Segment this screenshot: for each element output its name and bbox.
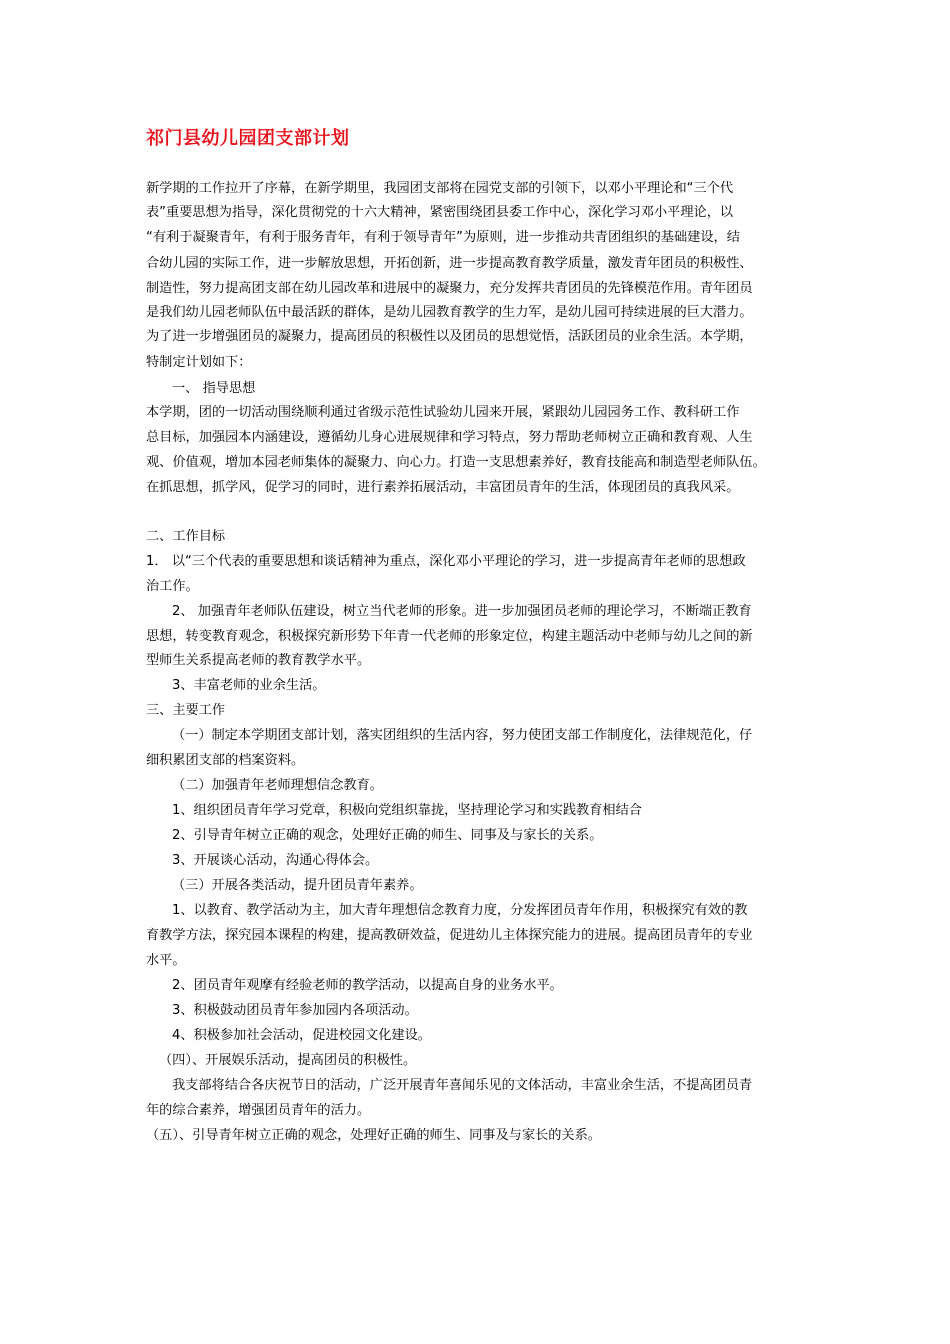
intro-line: 合幼儿园的实际工作，进一步解放思想，开拓创新，进一步提高教育教学质量，激发青年团员的积极性、: [146, 256, 753, 271]
intro-line: 特制定计划如下：: [146, 355, 252, 370]
section-heading-work-goals: 二、工作目标: [146, 529, 226, 544]
work-part-3-heading: （三）开展各类活动，提升团员青年素养。: [172, 878, 423, 893]
work-part-2-item: 1、组织团员青年学习党章，积极向党组织靠拢，坚持理论学习和实践教育相结合: [172, 803, 642, 818]
goal-item-2-line: 2、 加强青年老师队伍建设，树立当代老师的形象。进一步加强团员老师的理论学习，不断端正教育: [172, 604, 752, 619]
section1-line: 观、价值观，增加本园老师集体的凝聚力、向心力。打造一支思想素养好，教育技能高和制造型老师队伍。: [146, 455, 766, 470]
section-heading-guiding-thought: 一、 指导思想: [172, 381, 256, 396]
intro-line: 制造性，努力提高团支部在幼儿园改革和进展中的凝聚力，充分发挥共青团员的先锋模范作用。青年团员: [146, 281, 753, 296]
intro-line: 表”重要思想为指导，深化贯彻党的十六大精神，紧密围绕团县委工作中心，深化学习邓小平理论，以: [146, 205, 734, 220]
page-title: 祁门县幼儿园团支部计划: [146, 128, 350, 149]
goal-item-2-line: 型师生关系提高老师的教育教学水平。: [146, 653, 371, 668]
work-part-1-line: 细积累团支部的档案资料。: [146, 753, 305, 768]
intro-line: 为了进一步增强团员的凝聚力，提高团员的积极性以及团员的思想觉悟，活跃团员的业余生活。本学期，: [146, 329, 753, 344]
goal-item-1-line: 1． 以“三个代表的重要思想和谈话精神为重点，深化邓小平理论的学习，进一步提高青年老师的思想政: [146, 554, 746, 569]
section1-line: 总目标，加强园本内涵建设，遵循幼儿身心进展规律和学习特点，努力帮助老师树立正确和教育观、人生: [146, 430, 753, 445]
work-part-3-item-1-line: 水平。: [146, 953, 186, 968]
work-part-2-item: 3、开展谈心活动，沟通心得体会。: [172, 853, 379, 868]
work-part-3-item: 3、积极鼓动团员青年参加园内各项活动。: [172, 1003, 418, 1018]
goal-item-2-line: 思想，转变教育观念，积极探究新形势下年青一代老师的形象定位，构建主题活动中老师与幼儿之间的新: [146, 629, 753, 644]
intro-line: “有利于凝聚青年，有利于服务青年，有利于领导青年”为原则，进一步推动共青团组织的基础建设，结: [146, 230, 740, 245]
intro-line: 是我们幼儿园老师队伍中最活跃的群体，是幼儿园教育教学的生力军，是幼儿园可持续进展的巨大潜力。: [146, 305, 753, 320]
work-part-3-item-1-line: 1、以教育、教学活动为主，加大青年理想信念教育力度，分发挥团员青年作用，积极探究有效的教: [172, 903, 748, 918]
section1-line: 本学期，团的一切活动围绕顺利通过省级示范性试验幼儿园来开展，紧跟幼儿园园务工作、教科研工作: [146, 405, 740, 420]
goal-item-3: 3、丰富老师的业余生活。: [172, 678, 326, 693]
work-part-4-line: 我支部将结合各庆祝节日的活动，广泛开展青年喜闻乐见的文体活动，丰富业余生活，不提高团员青: [172, 1078, 753, 1093]
work-part-1-line: （一）制定本学期团支部计划，落实团组织的生活内容，努力使团支部工作制度化，法律规范化，仔: [172, 728, 753, 743]
work-part-4-heading: （四）、开展娱乐活动，提高团员的积极性。: [159, 1053, 417, 1068]
work-part-3-item: 4、积极参加社会活动，促进校园文化建设。: [172, 1028, 431, 1043]
goal-item-1-line: 治工作。: [146, 579, 199, 594]
work-part-4-line: 年的综合素养，增强团员青年的活力。: [146, 1103, 371, 1118]
work-part-2-item: 2、引导青年树立正确的观念，处理好正确的师生、同事及与家长的关系。: [172, 828, 603, 843]
work-part-3-item: 2、团员青年观摩有经验老师的教学活动，以提高自身的业务水平。: [172, 978, 563, 993]
intro-line: 新学期的工作拉开了序幕，在新学期里，我园团支部将在园党支部的引领下，以邓小平理论和“三个代: [146, 181, 734, 196]
work-part-5-heading: （五）、引导青年树立正确的观念，处理好正确的师生、同事及与家长的关系。: [146, 1128, 601, 1143]
work-part-3-item-1-line: 育教学方法，探究园本课程的构建，提高教研效益，促进幼儿主体探究能力的进展。提高团员青年的专业: [146, 928, 753, 943]
section-heading-main-work: 三、主要工作: [146, 703, 226, 718]
section1-line: 在抓思想，抓学风，促学习的同时，进行素养拓展活动，丰富团员青年的生活，体现团员的真我风采。: [146, 480, 740, 495]
work-part-2-heading: （二）加强青年老师理想信念教育。: [172, 778, 383, 793]
